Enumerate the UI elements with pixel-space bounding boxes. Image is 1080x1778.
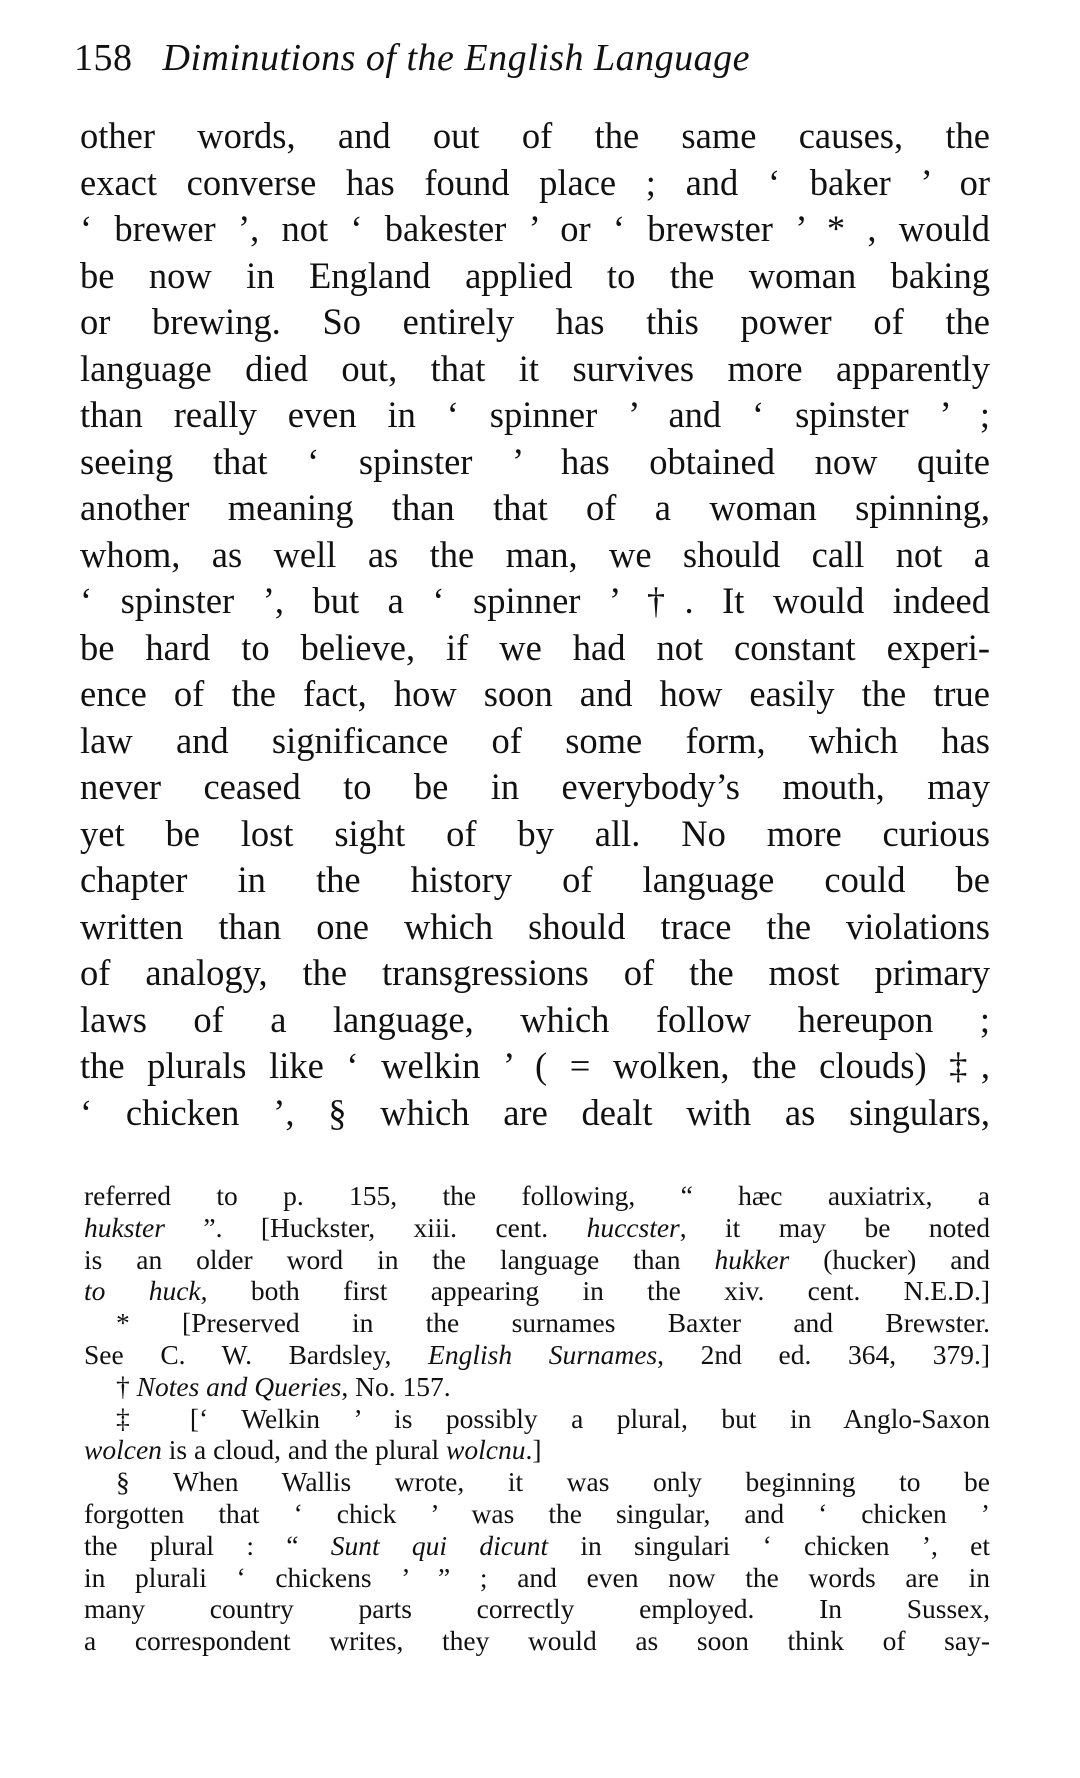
footnote-italic: huccster (586, 1211, 680, 1243)
footnote-text: , 2nd ed. 364, 379.] (657, 1338, 990, 1370)
footnote-italic: Notes and Queries (136, 1370, 342, 1402)
footnote-italic: wolcen (84, 1434, 162, 1466)
footnote-text: is an older word in the language than (84, 1243, 715, 1275)
text-line: seeing that ‘ spinster ’ has obtained now quite (80, 440, 990, 482)
footnote-italic: hukker (714, 1243, 790, 1275)
footnote-line (84, 1339, 990, 1371)
footnote-line (84, 1180, 990, 1212)
footnote-text: † (116, 1370, 137, 1402)
footnote-line (84, 1562, 990, 1594)
text-line: law and significance of some form, which has (80, 719, 990, 761)
text-line: another meaning than that of a woman spinning, (80, 487, 990, 528)
running-header (74, 28, 1014, 88)
footnote-line (84, 1403, 990, 1435)
text-line: ‘ spinster ’, but a ‘ spinner ’ †. It would indeed (80, 580, 990, 621)
main-text (80, 113, 990, 1136)
text-line: be now in England applied to the woman baking (80, 254, 990, 296)
footnote-text: referred to p. 155, the following, “ hæc auxiatrix, a (84, 1180, 990, 1211)
text-line: the plurals like ‘ welkin ’ ( = wolken, the clouds) ‡, (80, 1045, 990, 1086)
footnote-text: in plurali ‘ chickens ’ ” ; and even now the words are in (84, 1561, 990, 1593)
text-line: never ceased to be in everybody’s mouth, may (80, 766, 990, 807)
footnote-text: See C. W. Bardsley, (84, 1338, 429, 1370)
footnote-line (84, 1275, 990, 1307)
footnote-italic: English Surnames (428, 1338, 658, 1370)
footnote-text: * [Preserved in the surnames Baxter and Brewster. (116, 1307, 990, 1339)
footnote-text: , it may be noted (679, 1211, 990, 1243)
text-line: ‘ brewer ’, not ‘ bakester ’ or ‘ brewster ’ * , would (80, 208, 990, 249)
page-number: 158 (74, 37, 133, 79)
footnote-text: , both first appearing in the xiv. cent. N.E.D.] (200, 1275, 990, 1307)
text-line: exact converse has found place ; and ‘ baker ’ or (80, 161, 990, 203)
footnote-line (84, 1593, 990, 1625)
footnote-line (84, 1466, 990, 1498)
footnote-text: .] (525, 1434, 542, 1466)
footnote-text: a correspondent writes, they would as soon think of say- (84, 1625, 990, 1657)
text-line: or brewing. So entirely has this power of the (80, 301, 990, 342)
footnote-italic: wolcnu (446, 1434, 526, 1466)
footnote-text: , No. 157. (341, 1370, 451, 1402)
footnote-line (84, 1530, 990, 1562)
footnote-line (84, 1371, 990, 1403)
footnote-text: (hucker) and (789, 1243, 990, 1275)
footnote-line (84, 1625, 990, 1657)
footnote-line (84, 1434, 990, 1466)
text-line: whom, as well as the man, we should call not a (80, 533, 990, 575)
text-line: be hard to believe, if we had not constant experi- (80, 626, 990, 668)
text-line: chapter in the history of language could be (80, 859, 990, 900)
running-title: Diminutions of the English Language (162, 37, 750, 79)
footnote-line (84, 1244, 990, 1276)
footnote-italic: Sunt qui dicunt (330, 1529, 549, 1561)
text-line: other words, and out of the same causes, the (80, 115, 990, 156)
footnote-italic: to huck (84, 1275, 201, 1307)
text-line: ence of the fact, how soon and how easily the true (80, 673, 990, 714)
footnote-line (84, 1498, 990, 1530)
footnote-text: the plural : “ (84, 1529, 331, 1561)
footnote-text: § When Wallis wrote, it was only beginning to be (116, 1466, 990, 1498)
footnote-text: ‡ [‘ Welkin ’ is possibly a plural, but in Anglo-Saxon (116, 1402, 990, 1434)
footnote-line (84, 1212, 990, 1244)
text-line: written than one which should trace the violations (80, 905, 990, 947)
footnote-text: in singulari ‘ chicken ’, et (548, 1529, 990, 1561)
footnote-line (84, 1307, 990, 1339)
text-line: laws of a language, which follow hereupon ; (80, 998, 990, 1040)
footnote-text: many country parts correctly employed. In Sussex, (84, 1593, 990, 1625)
text-line: of analogy, the transgressions of the most primary (80, 952, 990, 993)
footnote-italic: hukster (84, 1211, 165, 1243)
footnote-text: forgotten that ‘ chick ’ was the singular, and ‘ chicken ’ (84, 1497, 990, 1529)
text-line: yet be lost sight of by all. No more curious (80, 812, 990, 854)
text-line: ‘ chicken ’, § which are dealt with as singulars, (80, 1091, 990, 1133)
footnote-text: is a cloud, and the plural (161, 1434, 446, 1466)
text-line: language died out, that it survives more apparently (80, 347, 990, 389)
text-line: than really even in ‘ spinner ’ and ‘ spinster ’ ; (80, 394, 990, 435)
footnote-text: ”. [Huckster, xiii. cent. (164, 1211, 587, 1243)
footnotes (84, 1180, 990, 1657)
